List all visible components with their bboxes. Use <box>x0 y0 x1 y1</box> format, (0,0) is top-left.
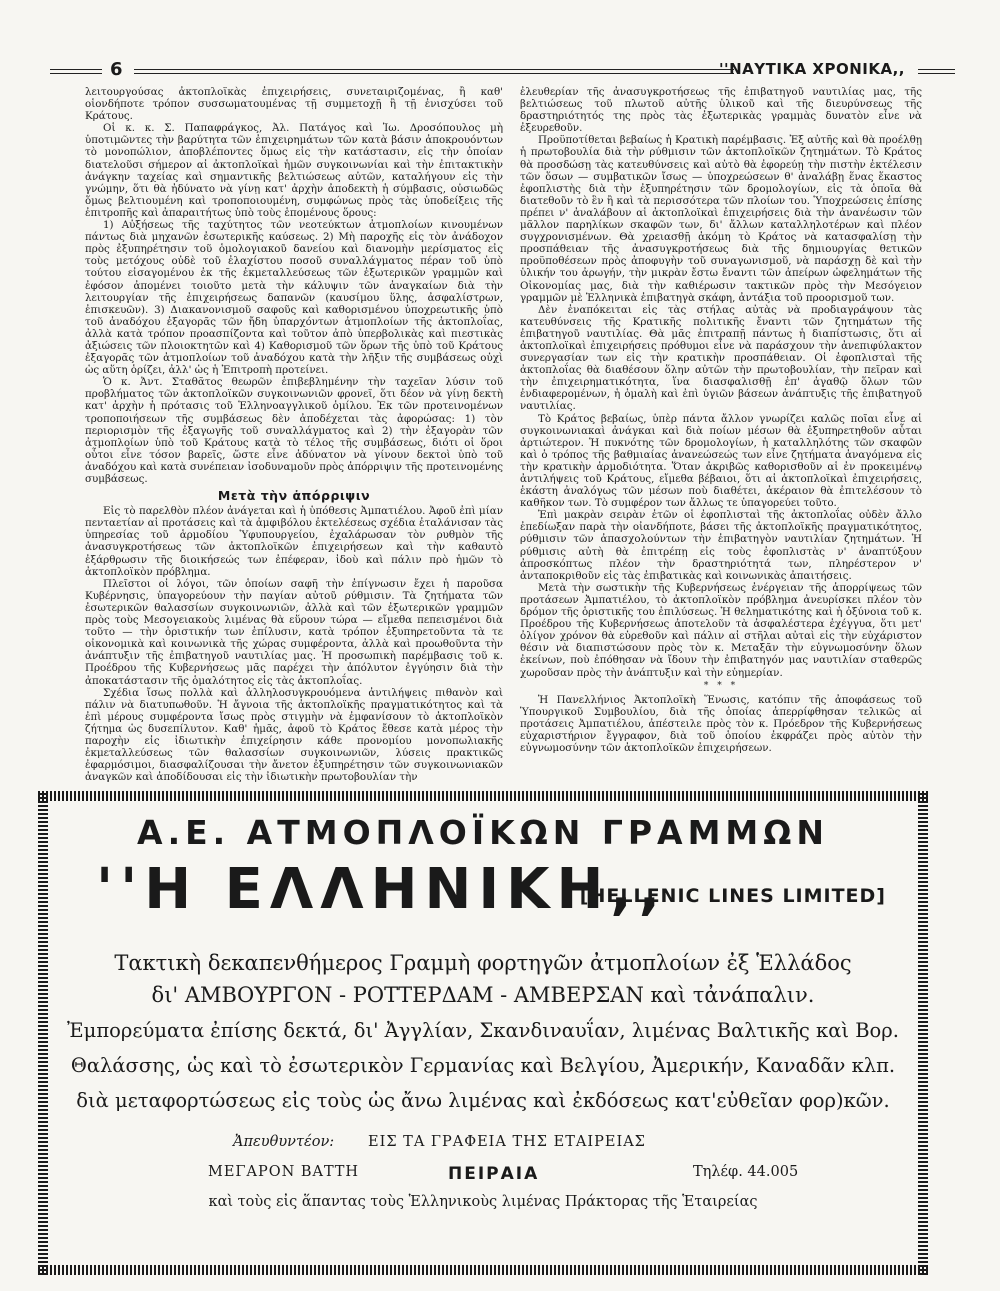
section-subheading: Μετὰ τὴν ἀπόρριψιν <box>217 488 371 504</box>
paragraph: Πλεῖστοι οἱ λόγοι, τῶν ὁποίων σαφῆ τὴν ἐπίγνωσιν ἔχει ἡ παροῦσα Κυβέρνησις, ὑπαγορεύουν τὴν παγίαν αὐτοῦ ρύθμισιν. Τὰ ζητήματα τῶν ἐσωτερικῶν θαλασσίων συγκοινωνιῶν, ἀλλὰ καὶ τῶν ἐξωτερικῶν γραμμῶν πρὸς τοὺς Μεσογειακοὺς λιμένας θὰ εὕρουν τώρα — εἴμεθα πεπεισμένοι διὰ τοῦτο — τὴν ὁριστικήν των ἐπίλυσιν, κατὰ τρόπον ἐξυπηρετοῦντα τὰ τε οἰκονομικὰ καὶ κοινωνικὰ τῆς χώρας συμφέροντα, ἀλλὰ καὶ προωθοῦντα τὴν ἀνάπτυξιν τῆς ἐπιβατηγοῦ ναυτιλίας μας. Ἡ προσωπικὴ παρέμβασις τοῦ κ. Προέδρου τῆς Κυβερνήσεως μᾶς παρέχει τὴν ἀπόλυτον ἐγγύησιν διὰ τὴν ἀποκατάστασιν τῆς ὁμαλότητος εἰς τὰς ἀκτοπλοΐας. <box>85 577 503 687</box>
paragraph: Ἐπὶ μακρὰν σειρὰν ἐτῶν οἱ ἐφοπλισταὶ τῆς ἀκτοπλοΐας οὐδὲν ἄλλο ἐπεδίωξαν παρὰ τὴν οἰανδήποτε, βάσει τῆς ἀκτοπλοϊκῆς πραγματικότητος, ρύθμισιν τῶν ἀπασχολούντων τὴν ἐπιβατηγὸν ναυτιλίαν ζητημάτων. Ἡ ρύθμισις αὐτὴ θὰ ἐπιτρέπῃ εἰς τοὺς ἐφοπλιστὰς ν' ἀναπτύξουν ἀπροσκόπτως πλέον τὴν δραστηριότητά των, πληρέστερον ν' ἀνταποκριθοῦν εἰς τὰς ἐπιβατικὰς καὶ κοινωνικὰς ἀπαιτήσεις. <box>520 509 922 582</box>
paragraph: Προϋποτίθεται βεβαίως ἡ Κρατικὴ παρέμβασις. Ἐξ αὐτῆς καὶ θὰ προέλθῃ ἡ πρωτοβουλία διὰ τὴν ρύθμισιν τῶν ἀκτοπλοϊκῶν ζητημάτων. Τὸ Κράτος θὰ προσδώσῃ τὰς κατευθύνσεις καὶ αὐτὸ θὰ ἐφορεύῃ τὴν πιστὴν ἐκτέλεσιν τῶν ὅσων — συμβατικῶν ἴσως — ὑποχρεώσεων θ' ἀναλάβῃ ἕνας ἕκαστος ἐφοπλιστὴς διὰ τὴν ἐξυπηρέτησιν τῶν δρομολογίων, εἰς τὰ ὁποῖα θὰ διατεθοῦν τὸ ἓν ἢ καὶ τὰ περισσότερα τῶν πλοίων του. Ὑποχρεώσεις ἐπίσης πρέπει ν' ἀναλάβουν αἱ ἀκτοπλοϊκαὶ ἐπιχειρήσεις διὰ τὴν ἀνανέωσιν τῶν μᾶλλον παρηλίκων σκαφῶν των, δι' ἄλλων καταλληλοτέρων καὶ πλέον συγχρονισμένων. Θὰ χρειασθῇ ἀκόμη τὸ Κράτος νὰ κατασφαλίσῃ τὴν προσπάθειαν τῆς ἀνασυγκροτήσεως διὰ τῆς δημιουργίας θετικῶν προϋποθέσεων πρὸς ἀποφυγὴν τοῦ συναγωνισμοῦ, νὰ παράσχῃ δὲ καὶ τὴν ὑλικήν του ἀρωγήν, τὴν μικρὰν ἔστω ἔναντι τῶν ἀπείρων ὠφελημάτων τῆς Οἰκονομίας μας, διὰ τὴν καθιέρωσιν τακτικῶν πρὸς τὴν Μεσόγειον γραμμῶν μὲ Ἑλληνικὰ ἐπιβατηγὰ σκάφη, ἀντάξια τοῦ προορισμοῦ των. <box>520 134 922 304</box>
paragraph: Εἰς τὸ παρελθὸν πλέον ἀνάγεται καὶ ἡ ὑπόθεσις Ἀμπατιέλου. Ἀφοῦ ἐπὶ μίαν πενταετίαν αἱ προτάσεις καὶ τὰ ἀμφιβόλου ἐκτελέσεως σχέδια ἐταλάνισαν τὰς ὑπηρεσίας τοῦ ἁρμοδίου Ὑφυπουργείου, ἐχαλάρωσαν τὸν ρυθμὸν τῆς ἀνασυγκροτήσεως τῶν ἀκτοπλοϊκῶν ἐπιχειρήσεων καὶ τὴν καθαυτὸ ἐξάρθρωσιν τῆς διοικήσεώς των ἐπέφεραν, ἰδοὺ καὶ πάλιν πρὸ ἡμῶν τὸ ἀκτοπλοϊκὸν πρόβλημα. <box>85 505 503 578</box>
ad-text-line: Θαλάσσης, ὡς καὶ τὸ ἐσωτερικὸν Γερμανίας καὶ Βελγίου, Ἀμερικήν, Καναδᾶν κλπ. <box>70 1054 896 1077</box>
header-rule-middle <box>134 69 734 74</box>
paragraph: 1) Αὐξήσεως τῆς ταχύτητος τῶν νεοτεύκτων ἀτμοπλοίων κινουμένων πάντως διὰ μηχανῶν ἐσωτερικῆς καύσεως. 2) Μὴ παροχῆς εἰς τὸν ἀνάδοχον πρὸς ἐξυπηρέτησιν τοῦ ὁμολογιακοῦ δανείου καὶ διανομὴν μερίσματος εἰς τοὺς μετόχους οὐδὲ τοῦ ἐλαχίστου ποσοῦ συναλλάγματος πέραν τοῦ ὑπὸ τούτου εἰσαγομένου ἐκ τῆς ἐκμεταλλεύσεως τῶν ἐξωτερικῶν γραμμῶν καὶ ἐφόσον ἀπομένει τοιοῦτο μετὰ τὴν κάλυψιν τῶν ἀναγκαίων διὰ τὴν λειτουργίαν τῆς ἐπιχειρήσεως δαπανῶν (καυσίμου ὕλης, ἀσφαλίστρων, ἐπισκευῶν). 3) Διακανονισμοῦ σαφοῦς καὶ καθορισμένου ὑποχρεωτικῆς ὑπὸ τοῦ ἀναδόχου ἐξαγορᾶς τῶν ἤδη ὑπαρχόντων ἀτμοπλοίων τῆς ἀκτοπλοΐας, ἀλλὰ κατὰ τρόπον προασπίζοντα καὶ τοῦτον ἀπὸ ὑπερβολικὰς καὶ πιεστικὰς ἀξιώσεις τῶν πλοιοκτητῶν καὶ 4) Καθορισμοῦ τῶν ὅρων τῆς ὑπὸ τοῦ Κράτους ἐξαγορᾶς τῶν ἀτμοπλοίων τοῦ ἀναδόχου κατὰ τὴν λῆξιν τῆς συμβάσεως οὐχὶ ὡς αὕτη ὁρίζει, ἀλλ' ὡς ἡ Ἐπιτροπὴ προτείνει. <box>85 219 503 377</box>
ad-building: ΜΕΓΑΡΟΝ ΒΑΤΤΗ <box>208 1164 360 1180</box>
ad-text-line: Ἐμπορεύματα ἐπίσης δεκτά, δι' Ἀγγλίαν, Σκανδιναυΐαν, λιμένας Βαλτικῆς καὶ Βορ. <box>67 1019 899 1042</box>
ad-phone: Τηλέφ. 44.005 <box>693 1164 799 1180</box>
ad-border-bottom <box>38 1265 928 1275</box>
ad-contact-label: Ἀπευθυντέον: <box>233 1134 335 1150</box>
paragraph: Σχέδια ἴσως πολλὰ καὶ ἀλληλοσυγκρουόμενα ἀντιλήψεις πιθανὸν καὶ πάλιν νὰ διατυπωθοῦν. Ἡ ἄγνοια τῆς ἀκτοπλοϊκῆς πραγματικότητος καὶ τὰ ἐπὶ μέρους συμφέροντα ἴσως πρὸς στιγμὴν νὰ ἐμφανίσουν τὸ ἀκτοπλοϊκὸν ζήτημα ὡς δυσεπίλυτον. Καθ' ἡμᾶς, ἀφοῦ τὸ Κράτος ἔθεσε κατὰ μέρος τὴν παροχὴν εἰς ἰδιωτικὴν ἐπιχείρησιν κάθε προνομίου μονοπωλιακῆς ἐκμεταλλεύσεως τῶν θαλασσίων συγκοινωνιῶν, λύσεις πρακτικῶς ἐφαρμόσιμοι, διασφαλίζουσαι τὴν ἄνετον ἐξυπηρέτησιν τῶν συγκοινωνιακῶν ἀναγκῶν καὶ ἀποδίδουσαι εἰς τὴν ἰδιωτικὴν πρωτοβουλίαν τὴν <box>85 686 503 784</box>
ad-latin-name: [HELLENIC LINES LIMITED] <box>579 885 886 907</box>
ad-agents: καὶ τοὺς εἰς ἅπαντας τοὺς Ἑλληνικοὺς λιμένας Πράκτορας τῆς Ἑταιρείας <box>208 1194 758 1210</box>
advertisement-box <box>38 791 928 1275</box>
header-rule-left <box>50 69 102 74</box>
page-number: 6 <box>110 59 123 80</box>
ad-contact-value: ΕΙΣ ΤΑ ΓΡΑΦΕΙΑ ΤΗΣ ΕΤΑΙΡΕΙΑΣ <box>368 1134 646 1150</box>
paragraph: Ἡ Πανελλήνιος Ἀκτοπλοϊκὴ Ἕνωσις, κατόπιν τῆς ἀποφάσεως τοῦ Ὑπουργικοῦ Συμβουλίου, διὰ τῆς ὁποίας ἀπερρίφθησαν τελικῶς αἱ προτάσεις Ἀμπατιέλου, ἀπέστειλε πρὸς τὸν κ. Πρόεδρον τῆς Κυβερνήσεως εὐχαριστήριον ἔγγραφον, διὰ τοῦ ὁποίου ἐκφράζει πρὸς αὐτὸν τὴν εὐγνωμοσύνην τῶν ἀκτοπλοϊκῶν ἐπιχειρήσεων. <box>520 693 922 755</box>
ad-text-line: διὰ μεταφορτώσεως εἰς τοὺς ὡς ἄνω λιμένας καὶ ἐκδόσεως κατ'εὐθεῖαν φορ)κῶν. <box>76 1089 890 1112</box>
paragraph: Τὸ Κράτος βεβαίως, ὑπὲρ πάντα ἄλλον γνωρίζει καλῶς ποῖαι εἶνε αἱ συγκοινωνιακαὶ ἀνάγκαι καὶ διὰ ποίων μέσων θὰ ἐξυπηρετηθοῦν αὗται ἀρτιώτερον. Ἡ πυκνότης τῶν δρομολογίων, ἡ καταλληλότης τῶν σκαφῶν καὶ ὁ τρόπος τῆς βαθμιαίας ἀνανεώσεώς των εἶνε ζητήματα ἀναγόμενα εἰς τὴν κρατικὴν ἁρμοδιότητα. Ὅταν ἀκριβῶς καθορισθοῦν αἱ ἐν προκειμένῳ ἀντιλήψεις τοῦ Κράτους, εἴμεθα βέβαιοι, ὅτι αἱ ἀκτοπλοϊκαὶ ἐπιχειρήσεις, ἑκάστη ἀναλόγως τῶν μέσων ποὺ διαθέτει, ἀκέραιον θὰ ἐπιτελέσουν τὸ καθῆκον των. Τὸ συμφέρον των ἄλλως τε ὑπαγορεύει τοῦτο. <box>520 412 922 510</box>
publication-title: ''ΝΑΥΤΙΚΑ ΧΡΟΝΙΚΑ,, <box>718 60 905 78</box>
page-header <box>50 59 955 84</box>
ad-brand-name: ''Η ΕΛΛΗΝΙΚΗ,, <box>96 857 667 922</box>
paragraph: ἐλευθερίαν τῆς ἀνασυγκροτήσεως τῆς ἐπιβατηγοῦ ναυτιλίας μας, τῆς βελτιώσεως τοῦ πλωτοῦ αὐτῆς ὑλικοῦ καὶ τῆς διευρύνσεως τῆς δραστηριότητός της πρὸς τὰς ἐξωτερικὰς γραμμὰς δυνατὸν εἶνε νὰ ἐξευρεθοῦν. <box>520 86 922 135</box>
ad-text-line: Τακτικὴ δεκαπενθήμερος Γραμμὴ φορτηγῶν ἀτμοπλοίων ἐξ Ἑλλάδος <box>114 951 852 975</box>
section-separator: * * * <box>703 680 739 691</box>
ad-text-line: δι' ΑΜΒΟΥΡΓΟΝ - ΡΟΤΤΕΡΔΑΜ - ΑΜΒΕΡΣΑΝ καὶ τἀνάπαλιν. <box>151 983 815 1007</box>
paragraph: Μετὰ τὴν σωστικὴν τῆς Κυβερνήσεως ἐνέργειαν τῆς ἀπορρίψεως τῶν προτάσεων Ἀμπατιέλου, τὸ ἀκτοπλοϊκὸν πρόβλημα ἀνευρίσκει πλέον τὸν δρόμον τῆς ὁριστικῆς του ἐπιλύσεως. Ἡ θεληματικότης καὶ ἡ ὀξύνοια τοῦ κ. Προέδρου τῆς Κυβερνήσεως ἀποτελοῦν τὰ ἀσφαλέστερα ἐχέγγυα, ὅτι μετ' ὀλίγον χρόνον θὰ εὑρεθοῦν καὶ πάλιν αἱ στῆλαι αὐταὶ εἰς τὴν εὐχάριστον θέσιν νὰ διαπιστώσουν πρὸς τὸν κ. Μεταξᾶν τὴν εὐγνωμοσύνην ὅλων ἐκείνων, ποὺ ἐπόθησαν νὰ ἴδουν τὴν ἐπιβατηγόν μας ναυτιλίαν σταθερῶς χωροῦσαν πρὸς τὴν ἀνάπτυξιν καὶ τὴν εὐημερίαν. <box>520 581 922 679</box>
ad-border-top <box>38 791 928 801</box>
ad-company-name: Α.Ε. ΑΤΜΟΠΛΟΪΚΩΝ ΓΡΑΜΜΩΝ <box>137 813 829 852</box>
paragraph: λειτουργούσας ἀκτοπλοϊκὰς ἐπιχειρήσεις, συνεταιριζομένας, ἢ καθ' οἱονδήποτε τρόπον συσσωματουμένας τῇ συμμετοχῇ ἢ τῇ ἐνισχύσει τοῦ Κράτους. <box>85 86 503 123</box>
ad-city: ΠΕΙΡΑΙΑ <box>448 1164 540 1184</box>
header-rule-right <box>918 69 955 74</box>
paragraph: Οἱ κ. κ. Σ. Παπαφράγκος, Ἀλ. Πατάγος καὶ Ἰω. Δροσόπουλος μὴ ὑποτιμῶντες τὴν βαρύτητα τῶν ἐπιχειρημάτων τῶν κατὰ βάσιν ἀποκρουόντων τὸ μονοπώλιον, ἀποβλέποντες ὅμως εἰς τὴν κατάστασιν, εἰς τὴν ὁποίαν διατελοῦσι σήμερον αἱ ἀκτοπλοϊκαὶ ἡμῶν συγκοινωνίαι καὶ τὴν ἐπιτακτικὴν ἀνάγκην ταχείας καὶ σημαντικῆς βελτιώσεως αὐτῶν, καταλήγουν εἰς τὴν γνώμην, ὅτι θὰ ἠδύνατο νὰ γίνῃ κατ' ἀρχὴν ἀποδεκτὴ ἡ σύμβασις, οὐσιωδῶς ὅμως βελτιουμένη καὶ τροποποιουμένη, συμφώνως πρὸς τὰς ὑποδείξεις τῆς ἐπιτροπῆς καὶ ἀπαραιτήτως ὑπὸ τοὺς ἑπομένους ὅρους: <box>85 122 503 219</box>
article-column-right <box>520 86 922 754</box>
article-column-left <box>85 86 503 783</box>
paragraph: Ὁ κ. Ἀντ. Σταθᾶτος θεωρῶν ἐπιβεβλημένην τὴν ταχεῖαν λύσιν τοῦ προβλήματος τῶν ἀκτοπλοϊκῶν συγκοινωνιῶν φρονεῖ, ὅτι δέον νὰ γίνῃ δεκτὴ κατ' ἀρχὴν ἡ πρότασις τοῦ Ἑλληνοαγγλικοῦ ὁμίλου. Ἐκ τῶν προτεινομένων τροποποιήσεων τῆς συμβάσεως δὲν ἀποδέχεται τὰς ἀφορώσας: 1) τὸν περιορισμὸν τῆς ἐξαγωγῆς τοῦ συναλλάγματος καὶ 2) τὴν ἐξαγορὰν τῶν ἀτμοπλοίων ὑπὸ τοῦ Κράτους κατὰ τὸ τέλος τῆς συμβάσεως, διότι οἱ ὅροι οὗτοι εἶνε τόσον βαρεῖς, ὥστε εἶνε ἀδύνατον νὰ γίνουν δεκτοὶ ὑπὸ τοῦ ἀναδόχου καὶ κατὰ συνέπειαν ἰσοδυναμοῦν πρὸς ἀπόρριψιν τῆς προτεινομένης συμβάσεως. <box>85 376 503 485</box>
paragraph: Δὲν ἐναπόκειται εἰς τὰς στήλας αὐτὰς νὰ προδιαγράψουν τὰς κατευθύνσεις τῆς Κρατικῆς πολιτικῆς ἔναντι τῶν ζητημάτων τῆς ἐπιβατηγοῦ ναυτιλίας. Θὰ μᾶς ἐπιτραπῇ πάντως ἡ διαπίστωσις, ὅτι αἱ ἀκτοπλοϊκαὶ ἐπιχειρήσεις πρόθυμοι εἶνε νὰ παράσχουν τὴν ἀνεπιφύλακτον συνεργασίαν των εἰς τὴν κρατικὴν προσπάθειαν. Οἱ ἐφοπλισταὶ τῆς ἀκτοπλοΐας θὰ διαθέσουν ὅλην αὐτῶν τὴν πρωτοβουλίαν, τὴν πεῖραν καὶ τὴν ἐπιχειρηματικότητα, ἵνα διασφαλισθῇ ἐπ' ἀγαθῷ ὅλων τῶν ἐνδιαφερομένων, ἡ ὁμαλὴ καὶ ἐπὶ ὑγιῶν βάσεων ἀνάπτυξις τῆς ἐπιβατηγοῦ ναυτιλίας. <box>520 303 922 413</box>
